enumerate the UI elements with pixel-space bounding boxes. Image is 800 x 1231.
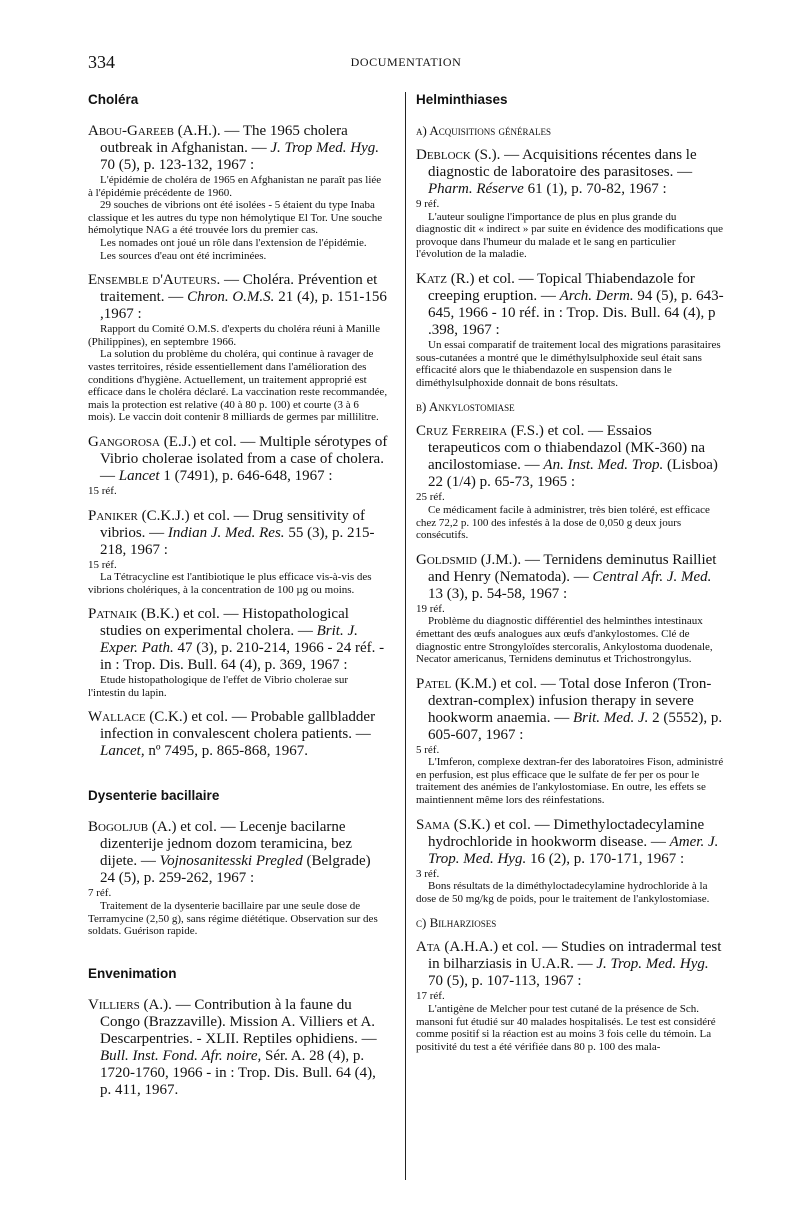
reference — [416, 817, 724, 868]
entry-author: Gangorosa (E.J.) — [88, 433, 197, 450]
entry-abstract — [416, 603, 724, 666]
entry-journal: Indian J. Med. Res. — [167, 524, 285, 541]
page-header — [88, 52, 724, 74]
entry-title: et col. — Total dose Inferon (Tron-dextran-complex) infusion therapy in severe hookworm anaemia. — — [428, 675, 712, 726]
left-column — [88, 92, 388, 1109]
subsection-heading: c) Bilharzioses — [416, 915, 497, 931]
abstract-paragraph: 29 souches de vibrions ont été isolées - 5 étaient du type Inaba classique et les autres du type non hémolytique El Tor. Une souche hémolytique NAG a été trouvée lors du premier cas. — [88, 199, 383, 237]
entry-abstract — [416, 990, 724, 1053]
entry-title: et col. — Topical Thiabendazole for creeping eruption. — — [428, 270, 695, 304]
entry-author: Wallace (C.K.) — [88, 709, 188, 726]
entry-journal: Lancet, — [100, 743, 145, 760]
entry-journal: J. Trop. Med. Hyg. — [596, 956, 709, 973]
section-gap — [88, 770, 388, 788]
abstract-paragraph: 5 réf. — [416, 743, 440, 756]
bibliography-entry — [88, 123, 388, 262]
abstract-paragraph: La solution du problème du choléra, qui continue à ravager de vastes territoires, réside essentiellement dans l'amélioration des conditions d'hygiène. Actuellement, un traitement approprié est efficace dans le choléra déclaré. La vaccination reste recommandée, mais la protection est relative (40 à 80 p. 100) et courte (3 à 6 mois). Le vaccin doit contenir 8 milliards de germes par millilitre. — [88, 348, 388, 424]
column-divider — [405, 92, 406, 1180]
entry-title: et col. — Probable gallbladder infection in convalescent cholera patients. — — [100, 709, 376, 743]
running-title: DOCUMENTATION — [350, 55, 462, 69]
bibliography-entry — [88, 434, 388, 498]
abstract-paragraph: Un essai comparatif de traitement local des migrations parasitaires sous-cutanées a montré que le diméthylsulphoxide seul était sans efficacité alors que le thiabendazole en suspension dans le diméthylsulphoxide donnait de bons résultats. — [416, 338, 721, 389]
entry-citation: 13 (3), p. 54-58, 1967 : — [428, 585, 568, 602]
bibliography-entry — [416, 147, 724, 261]
reference — [416, 423, 724, 491]
entry-author: Cruz Ferreira (F.S.) — [416, 423, 544, 440]
entry-journal: Pharm. Réserve — [428, 181, 524, 197]
abstract-paragraph: Les nomades ont joué un rôle dans l'extension de l'épidémie. — [100, 236, 367, 249]
entry-author: Abou-Gareeb (A.H.). — [88, 123, 221, 139]
entry-title: — Choléra. Prévention et traitement. — — [100, 272, 378, 306]
abstract-paragraph: L'épidémie de choléra de 1965 en Afghanistan ne paraît pas liée à l'épidémie précédente de 1960. — [88, 174, 382, 199]
abstract-paragraph: Les sources d'eau ont été incriminées. — [100, 249, 267, 262]
abstract-paragraph: 19 réf. — [416, 602, 445, 615]
entry-title: — Contribution à la faune du Congo (Brazzaville). Mission A. Villiers et A. Descarpentries. - XLII. Reptiles ophidiens. — — [100, 996, 377, 1047]
abstract-paragraph: Etude histopathologique de l'effet de Vibrio cholerae sur l'intestin du lapin. — [88, 674, 349, 699]
entry-author: Katz (R.) — [416, 270, 475, 287]
abstract-paragraph: Ce médicament facile à administrer, très bien toléré, est efficace chez 72,2 p. 100 des infestés à la dose de 0,050 g deux jours consécutifs. — [416, 503, 710, 542]
entry-abstract — [416, 339, 724, 389]
reference — [88, 508, 388, 559]
entry-journal: J. Trop Med. Hyg. — [270, 140, 379, 156]
abstract-paragraph: L'antigène de Melcher pour test cutané de la présence de Sch. mansoni fut étudié sur 40 malades hospitalisés. Le test est considéré comme positif si la réaction est au moins 3 fois celle du témoin. La positivité du test a été vérifiée dans 80 p. 100 des mala- — [416, 1003, 716, 1053]
entry-author: Sama (S.K.) — [416, 816, 491, 833]
entry-abstract — [88, 674, 388, 699]
bibliography-entry — [416, 676, 724, 807]
entry-citation: 21 (4), p. 151-156 ,1967 : — [100, 289, 387, 323]
entry-journal: Brit. J. Exper. Path. — [100, 623, 358, 657]
entry-author: Deblock (S.). — [416, 147, 501, 163]
entry-title: et col. — Drug sensitivity of vibrios. — — [100, 507, 365, 541]
entry-author: Ensemble d'Auteurs. — [88, 272, 221, 289]
entry-citation: 55 (3), p. 215-218, 1967 : — [100, 524, 375, 558]
section-heading: Envenimation — [88, 965, 177, 981]
entry-abstract — [416, 491, 724, 541]
bibliography-entry — [416, 817, 724, 906]
entry-title: et col. — Dimethyloctadecylamine hydrochloride in hookworm disease. — — [428, 816, 705, 850]
bibliography-entry — [416, 271, 724, 389]
entry-author: Goldsmid (J.M.). — [416, 551, 522, 568]
entry-title: et col. — Essaios terapeuticos com o thiabendazol (MK-360) na ancilostomiase. — — [428, 423, 705, 474]
bibliography-entry — [416, 939, 724, 1053]
section-gap — [88, 948, 388, 966]
entry-title: et col. — Lecenje bacilarne dizenterije jednom dozom teramicina, bez dijete. — — [100, 819, 352, 870]
abstract-paragraph: Bons résultats de la diméthyloctadecylamine hydrochloride à la dose de 50 mg/kg de poids, pour le traitement de l'ankylostomiase. — [416, 880, 710, 905]
reference — [416, 552, 724, 603]
reference — [88, 123, 388, 174]
entry-title: et col. — Histopathological studies on experimental cholera. — — [100, 606, 349, 640]
entry-journal: Vojnosanitesski Pregled — [159, 853, 303, 870]
reference — [416, 147, 724, 198]
entry-citation: nº 7495, p. 865-868, 1967. — [148, 743, 308, 760]
right-column — [416, 92, 724, 1063]
entry-journal: Brit. Med. J. — [572, 709, 649, 726]
entry-journal: Central Afr. J. Med. — [592, 568, 712, 585]
entry-citation: 2 (5552), p. 605-607, 1967 : — [428, 709, 723, 743]
abstract-paragraph: 3 réf. — [416, 867, 440, 880]
entry-title: — The 1965 cholera outbreak in Afghanistan. — — [100, 123, 348, 156]
entry-author: Patel (K.M.) — [416, 675, 497, 692]
entry-journal: Bull. Inst. Fond. Afr. noire, — [100, 1047, 262, 1064]
bibliography-entry — [88, 819, 388, 937]
abstract-paragraph: Rapport du Comité O.M.S. d'experts du choléra réuni à Manille (Philippines), en septembre 1966. — [88, 323, 380, 348]
entry-author: Bogoljub (A.) — [88, 819, 177, 836]
entry-abstract — [416, 198, 724, 261]
page-number: 334 — [88, 52, 115, 72]
entry-citation: (Lisboa) 22 (1/4) p. 65-73, 1965 : — [428, 457, 718, 491]
entry-journal: Amer. J. Trop. Med. Hyg. — [428, 833, 719, 867]
abstract-paragraph: 25 réf. — [416, 491, 445, 504]
abstract-paragraph: 9 réf. — [416, 198, 440, 210]
entry-journal: Chron. O.M.S. — [187, 289, 275, 306]
bibliography-entry — [88, 272, 388, 424]
subsection-heading: b) Ankylostomiase — [416, 399, 515, 415]
reference — [88, 997, 388, 1099]
bibliography-entry — [88, 508, 388, 597]
entry-author: Paniker (C.K.J.) — [88, 507, 190, 524]
reference — [88, 709, 388, 760]
entry-abstract — [416, 868, 724, 906]
abstract-paragraph: 15 réf. — [88, 558, 117, 571]
entry-citation: 70 (5), p. 107-113, 1967 : — [428, 973, 582, 990]
entry-author: Villiers (A.). — [88, 996, 172, 1013]
bibliography-entry — [416, 423, 724, 541]
bibliography-entry — [88, 997, 388, 1099]
abstract-paragraph: 7 réf. — [88, 887, 112, 900]
entry-citation: 16 (2), p. 170-171, 1967 : — [529, 850, 685, 867]
entry-journal: Lancet — [118, 467, 160, 484]
section-heading: Choléra — [88, 92, 139, 107]
entry-citation: 61 (1), p. 70-82, 1967 : — [527, 181, 667, 197]
bibliography-entry — [416, 552, 724, 666]
section-heading: Dysenterie bacillaire — [88, 788, 220, 804]
entry-citation: 47 (3), p. 210-214, 1966 - 24 réf. - in : Trop. Dis. Bull. 64 (4), p. 369, 1967 : — [100, 640, 385, 674]
entry-title: et col. — Multiple sérotypes of Vibrio cholerae isolated from a case of cholera. — — [100, 433, 388, 484]
entry-citation: 70 (5), p. 123-132, 1967 : — [100, 157, 255, 173]
reference — [88, 606, 388, 674]
entry-citation: 1 (7491), p. 646-648, 1967 : — [163, 467, 333, 484]
entry-abstract — [88, 323, 388, 424]
abstract-paragraph: Traitement de la dysenterie bacillaire par une seule dose de Terramycine (2,50 g), sans régime diététique. Observation sur des soldats. Guérison rapide. — [88, 900, 378, 938]
entry-abstract — [416, 744, 724, 807]
abstract-paragraph: Problème du diagnostic différentiel des helminthes intestinaux émettant des œufs analogues aux œufs d'ankylostomes. Clé de diagnostic entre Strongyloïdes stercoralis, Ankylostoma duodenale, Necator americanus, Ternidens deminutus et Trichostrongylus. — [416, 615, 713, 666]
entry-title: — Acquisitions récentes dans le diagnostic de laboratoire des parasitoses. — — [428, 147, 697, 180]
reference — [88, 819, 388, 887]
reference — [416, 676, 724, 744]
abstract-paragraph: L'auteur souligne l'importance de plus en plus grande du diagnostic dit « indirect » par suite en évidence des modifications que provoque dans l'humeur du malade et le sang en particulier l'évolution de la maladie. — [416, 210, 723, 261]
entry-journal: Arch. Derm. — [559, 287, 634, 304]
bibliography-entry — [88, 709, 388, 760]
abstract-paragraph: L'Imferon, complexe dextran-fer des laboratoires Fison, administré en perfusion, est plus efficace que le sulfate de fer per os pour le traitement des anémies de l'ankylostomiase. En outre, les effets se maintiennent même lors des réinfestations. — [416, 756, 724, 807]
reference — [88, 272, 388, 323]
entry-abstract — [88, 559, 388, 597]
entry-abstract — [88, 485, 388, 498]
entry-title: — Ternidens deminutus Railliet and Henry (Nematoda). — — [428, 551, 717, 585]
reference — [416, 271, 724, 339]
abstract-paragraph: 17 réf. — [416, 990, 445, 1003]
entry-citation: 94 (5), p. 643-645, 1966 - 10 réf. in : Trop. Dis. Bull. 64 (4), p .398, 1967 : — [428, 287, 724, 338]
reference — [416, 939, 724, 990]
entry-title: et col. — Studies on intradermal test in bilharziasis in U.A.R. — — [428, 939, 722, 973]
entry-journal: An. Inst. Med. Trop. — [543, 457, 664, 474]
entry-abstract — [88, 174, 388, 262]
entry-abstract — [88, 887, 388, 937]
abstract-paragraph: La Tétracycline est l'antibiotique le plus efficace vis-à-vis des vibrions cholériques, à la concentration de 100 µg ou moins. — [88, 571, 372, 596]
entry-citation: (Belgrade) 24 (5), p. 259-262, 1967 : — [100, 853, 371, 887]
bibliography-entry — [88, 606, 388, 699]
entry-author: Ata (A.H.A.) — [416, 939, 499, 956]
entry-citation: Sér. A. 28 (4), p. 1720-1760, 1966 - in : Trop. Dis. Bull. 64 (4), p. 411, 1967. — [100, 1047, 376, 1098]
abstract-paragraph: 15 réf. — [88, 484, 117, 497]
section-heading: Helminthiases — [416, 92, 508, 107]
entry-author: Patnaik (B.K.) — [88, 606, 180, 623]
subsection-heading: a) Acquisitions générales — [416, 123, 551, 138]
reference — [88, 434, 388, 485]
